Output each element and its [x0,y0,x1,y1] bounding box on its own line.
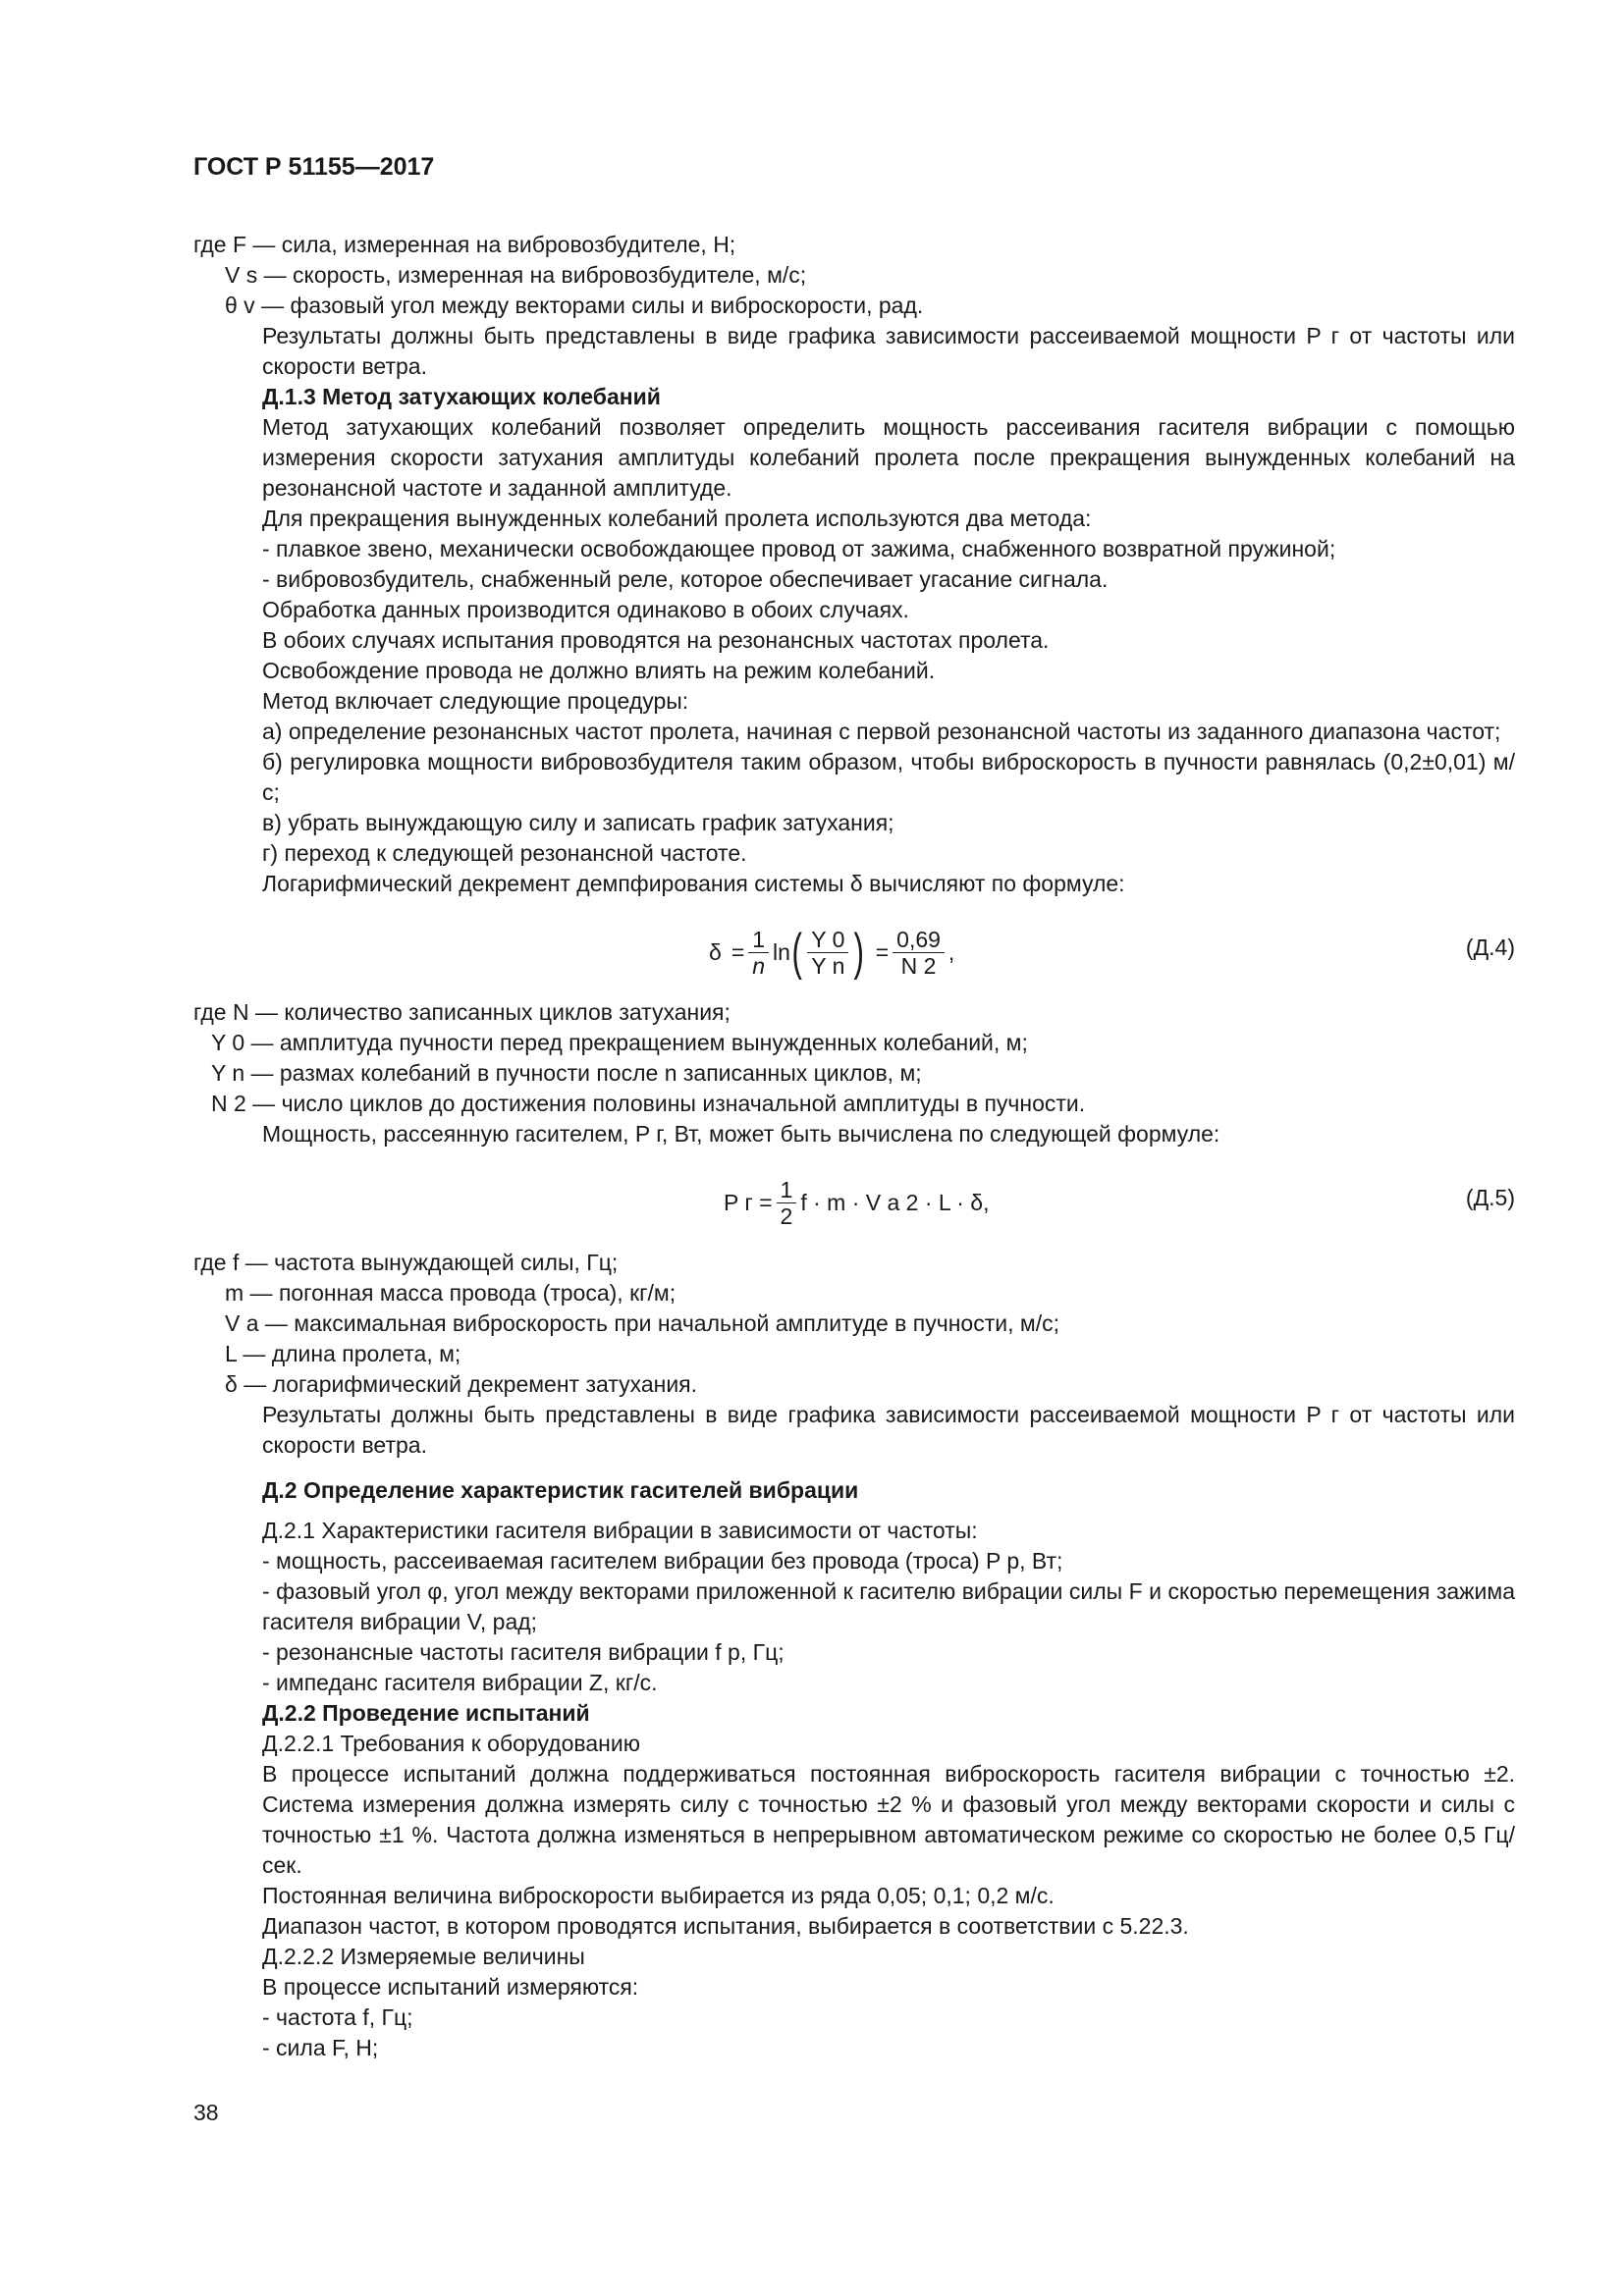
paragraph: где N — количество записанных циклов затухания; [193,999,731,1025]
paragraph: V s — скорость, измеренная на вибровозбудителе, м/с; [225,262,807,288]
formula-d4-lhs: δ [709,938,722,965]
page-number: 38 [193,2100,219,2125]
paragraph: V a — максимальная виброскорость при начальной амплитуде в пучности, м/с; [225,1310,1059,1336]
formula-d4-number: (Д.4) [1465,934,1515,960]
paragraph: δ — логарифмический декремент затухания. [225,1371,698,1397]
paragraph: где f — частота вынуждающей силы, Гц; [193,1250,619,1275]
paragraph: Метод включает следующие процедуры: [262,688,689,714]
list-item: - частота f, Гц; [262,2004,413,2030]
paragraph: Диапазон частот, в котором проводятся испытания, выбирается в соответствии с 5.22.3. [262,1913,1189,1939]
formula-d5-body: f · m · V a 2 · L · δ, [800,1189,990,1215]
paragraph: Для прекращения вынужденных колебаний пролета используются два метода: [262,506,1092,531]
list-item: - сила F, Н; [262,2035,379,2060]
formula-d4-frac-069: $\frac{0,69}{N 2}$ [893,927,945,979]
paragraph: Д.2.2.1 Требования к оборудованию [262,1731,640,1756]
section-heading: Д.1.3 Метод затухающих колебаний [262,384,661,409]
paragraph: В процессе испытаний измеряются: [262,1974,639,2000]
formula-d4-frac-1n: $\frac{1}{n}$ [748,927,769,979]
formula-d4-eq: = [731,938,745,965]
paragraph: Логарифмический декремент демпфирования системы δ вычисляют по формуле: [262,871,1125,896]
formula-d5-lhs: P г = [724,1189,773,1215]
paragraph: L — длина пролета, м; [225,1341,461,1366]
paragraph: Y 0 — амплитуда пучности перед прекращением вынужденных колебаний, м; [211,1030,1028,1055]
paragraph: Y n — размах колебаний в пучности после n записанных циклов, м; [211,1060,922,1086]
paragraph: В обоих случаях испытания проводятся на резонансных частотах пролета. [262,627,1050,653]
paragraph: N 2 — число циклов до достижения половины изначальной амплитуды в пучности. [211,1091,1086,1116]
list-item: - плавкое звено, механически освобождающее провод от зажима, снабженного возвратной пружиной; [262,536,1336,561]
paragraph: θ v — фазовый угол между векторами силы и виброскорости, рад. [225,293,924,318]
formula-d4-expression: δ = $\frac{1}{n}$ ln ( $\frac{Y 0}{\text{Y n}}$ ) = $\frac{0,69}{N 2}$ , [709,924,955,981]
list-item: - фазовый угол φ, угол между векторами приложенной к гасителю вибрации силы F и скоростью перемещения зажима гасителя вибрации V, рад; [262,1578,1515,1634]
page-content [193,230,1515,2063]
paragraph: Результаты должны быть представлены в виде графика зависимости рассеиваемой мощности P г от частоты или скорости ветра. [262,1402,1515,1458]
list-item: - вибровозбудитель, снабженный реле, которое обеспечивает угасание сигнала. [262,566,1109,592]
formula-d5-number: (Д.5) [1465,1185,1515,1210]
paragraph: Постоянная величина виброскорости выбирается из ряда 0,05; 0,1; 0,2 м/с. [262,1883,1055,1908]
list-item: в) убрать вынуждающую силу и записать график затухания; [262,810,894,835]
paragraph: Метод затухающих колебаний позволяет определить мощность рассеивания гасителя вибрации с помощью измерения скорости затухания амплитуды колебаний пролета после прекращения вынужденных колебаний на резонансной частоте и заданной амплитуде. [262,414,1515,501]
list-item: г) переход к следующей резонансной частоте. [262,840,747,866]
list-item: б) регулировка мощности вибровозбудителя таким образом, чтобы виброскорость в пучности равнялась (0,2±0,01) м/с; [262,749,1515,805]
paragraph: Д.2.2.2 Измеряемые величины [262,1944,585,1969]
list-item: - резонансные частоты гасителя вибрации f р, Гц; [262,1639,785,1665]
paragraph: Мощность, рассеянную гасителем, P г, Вт, может быть вычислена по следующей формуле: [262,1121,1220,1147]
paragraph: Д.2.1 Характеристики гасителя вибрации в зависимости от частоты: [262,1518,978,1543]
paragraph: Результаты должны быть представлены в виде графика зависимости рассеиваемой мощности P г от частоты или скорости ветра. [262,323,1515,379]
formula-d4-ln: ln [773,938,790,965]
paragraph: В процессе испытаний должна поддерживаться постоянная виброскорость гасителя вибрации с точностью ±2. Система измерения должна измерять силу с точностью ±2 % и фазовый угол между векторами скорости и силы с точностью ±1 %. Частота должна изменяться в непрерывном автоматическом режиме со скоростью не более 0,5 Гц/сек. [262,1761,1515,1878]
paragraph: Освобождение провода не должно влиять на режим колебаний. [262,658,936,683]
list-item: - импеданс гасителя вибрации Z, кг/с. [262,1670,658,1695]
section-heading: Д.2.2 Проведение испытаний [262,1700,590,1726]
page-header: ГОСТ Р 51155—2017 [193,153,435,181]
formula-d5-expression [724,1167,989,1238]
paragraph: где F — сила, измеренная на вибровозбудителе, Н; [193,232,736,257]
formula-d4-eq-2: = [875,938,890,965]
section-heading: Д.2 Определение характеристик гасителей вибрации [262,1477,859,1503]
paragraph: m — погонная масса провода (троса), кг/м; [225,1280,677,1306]
list-item: а) определение резонансных частот пролета, начиная с первой резонансной частоты из заданного диапазона частот; [262,719,1501,744]
paragraph: Обработка данных производится одинаково в обоих случаях. [262,597,909,622]
formula-d4-frac-y: $\frac{Y 0}{\text{Y n}}$ [807,927,848,979]
list-item: - мощность, рассеиваемая гасителем вибрации без провода (троса) P р, Вт; [262,1548,1063,1574]
formula-d5-frac-half: $\frac{1}{2}$ [777,1177,797,1229]
formula-d5 [193,1159,1515,1238]
formula-d4 [193,909,1515,988]
